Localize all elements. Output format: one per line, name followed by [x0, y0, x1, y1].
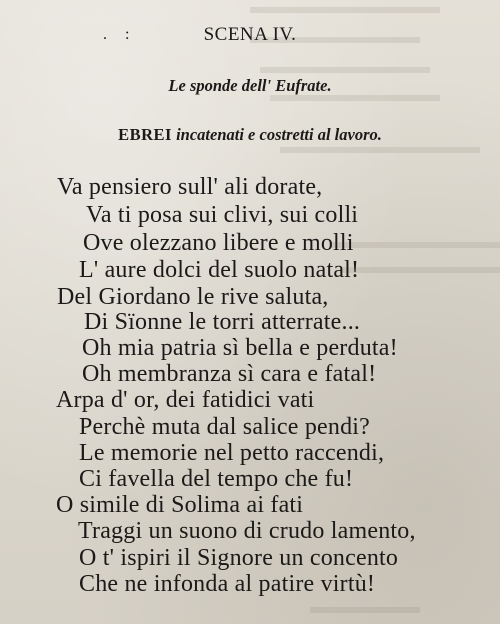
stage-direction-action: incatenati e costretti al lavoro.	[176, 125, 382, 144]
scene-setting: Le sponde dell' Eufrate.	[168, 76, 332, 95]
verse-line: Le memorie nel petto raccendi,	[79, 440, 385, 466]
verse-line: Che ne infonda al patire virtù!	[79, 571, 376, 597]
verse-line: Oh mia patria sì bella e perduta!	[82, 335, 398, 361]
verse-line: Perchè muta dal salice pendi?	[79, 414, 371, 440]
verse-line: O t' ispiri il Signore un concento	[79, 545, 399, 571]
ornament-dots: . :	[103, 26, 137, 43]
scene-title: SCENA IV.	[203, 24, 297, 45]
verse-line: Oh membranza sì cara e fatal!	[82, 361, 377, 387]
verse-line: Ove olezzano libere e molli	[83, 230, 354, 256]
verse-line: Traggi un suono di crudo lamento,	[78, 518, 416, 544]
verse-line: L' aure dolci del suolo natal!	[79, 257, 360, 283]
verse-line: Del Giordano le rive saluta,	[57, 284, 329, 310]
verse-line: Va ti posa sui clivi, sui colli	[86, 202, 359, 228]
stage-direction	[0, 125, 500, 145]
stage-direction-characters: EBREI	[118, 125, 172, 144]
verse-line: O simile di Solima ai fati	[56, 492, 304, 518]
verse-line: Di Sïonne le torri atterrate...	[84, 309, 361, 335]
verse-line: Arpa d' or, dei fatidici vati	[56, 387, 315, 413]
verse-line: Va pensiero sull' ali dorate,	[57, 174, 323, 200]
verse-line: Ci favella del tempo che fu!	[79, 466, 354, 492]
